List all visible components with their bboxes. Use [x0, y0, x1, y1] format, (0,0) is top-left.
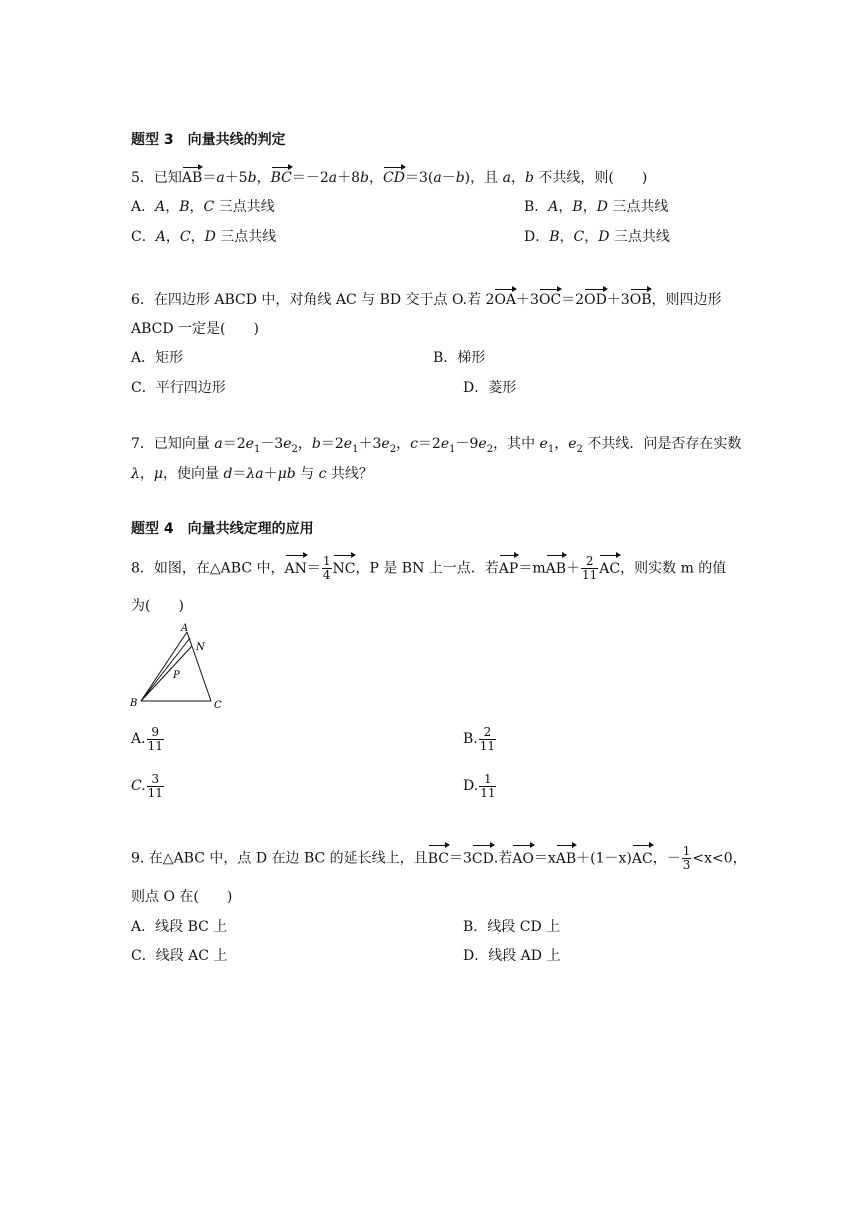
- triangle-figure: [125, 620, 235, 715]
- q9-option-b[interactable]: B．线段 CD 上: [463, 919, 561, 935]
- q9-option-c[interactable]: C．线段 AC 上: [131, 948, 228, 964]
- question-6-stem: 6．在四边形 ABCD 中，对角线 AC 与 BD 交于点 O.若 2OA＋3OC＝2OD＋3OB，则四边形: [131, 292, 722, 308]
- section-3-title: 题型 3 向量共线的判定: [131, 132, 286, 148]
- label-a: A: [181, 623, 189, 634]
- question-9-stem: 9. 在△ABC 中，点 D 在边 BC 的延长线上，且BC＝3CD.若AO＝xAB＋(1－x)AC，－ $\frac{1}{3}$ <x<0，: [131, 844, 747, 872]
- q5-option-a[interactable]: A．A，B，C 三点共线: [131, 199, 275, 215]
- label-b: B: [130, 698, 138, 709]
- edge-ab: [141, 632, 187, 701]
- question-8-stem-line2: 为( ): [131, 598, 184, 614]
- question-7-stem: 7．已知向量 $a=2e_1-3e_2$，$b=2e_1+3e_2$，$c=2e_1-9e_2$，其中 $e_1$，$e_2$ 不共线．问是否存在实数: [131, 436, 742, 455]
- segment-bn: [141, 646, 192, 701]
- label-c: C: [214, 700, 222, 711]
- q9-option-a[interactable]: A．线段 BC 上: [131, 919, 228, 935]
- q9-option-d[interactable]: D．线段 AD 上: [463, 948, 561, 964]
- q8-option-c[interactable]: C. $\frac{3}{11}$: [131, 771, 163, 800]
- segment-bp: [141, 638, 190, 701]
- q6-option-b[interactable]: B．梯形: [433, 350, 486, 366]
- q5-option-d[interactable]: D．B，C，D 三点共线: [524, 229, 670, 245]
- section-4-title: 题型 4 向量共线定理的应用: [131, 521, 314, 537]
- question-7-stem-line2: λ，μ，使向量 d＝λa＋μb 与 c 共线？: [131, 466, 373, 482]
- q8-option-a[interactable]: A. $\frac{9}{11}$: [131, 724, 163, 753]
- question-9-stem-line2: 则点 O 在( ): [131, 889, 233, 905]
- label-p: P: [173, 670, 180, 681]
- question-6-stem-line2: ABCD 一定是( ): [131, 321, 259, 337]
- question-8-stem: 8．如图，在△ABC 中，AN＝ $\frac{1}{4}$ NC，P 是 BN 上一点．若AP＝mAB＋ $\frac{2}{11}$ AC，则实数 m 的值: [131, 554, 727, 582]
- label-n: N: [196, 642, 205, 653]
- q6-option-a[interactable]: A．矩形: [131, 350, 184, 366]
- q5-option-b[interactable]: B．A，B，D 三点共线: [524, 199, 669, 215]
- q6-option-d[interactable]: D．菱形: [463, 380, 517, 396]
- question-5-stem: 5．已知AB＝a＋5b，BC＝－2a＋8b，CD＝3(a－b)，且 a，b 不共线，则( ): [131, 170, 648, 186]
- q5-option-c[interactable]: C．A，C，D 三点共线: [131, 229, 277, 245]
- q8-option-b[interactable]: B. $\frac{2}{11}$: [463, 724, 496, 753]
- q8-option-d[interactable]: D. $\frac{1}{11}$: [463, 771, 496, 800]
- q6-option-c[interactable]: C．平行四边形: [131, 380, 226, 396]
